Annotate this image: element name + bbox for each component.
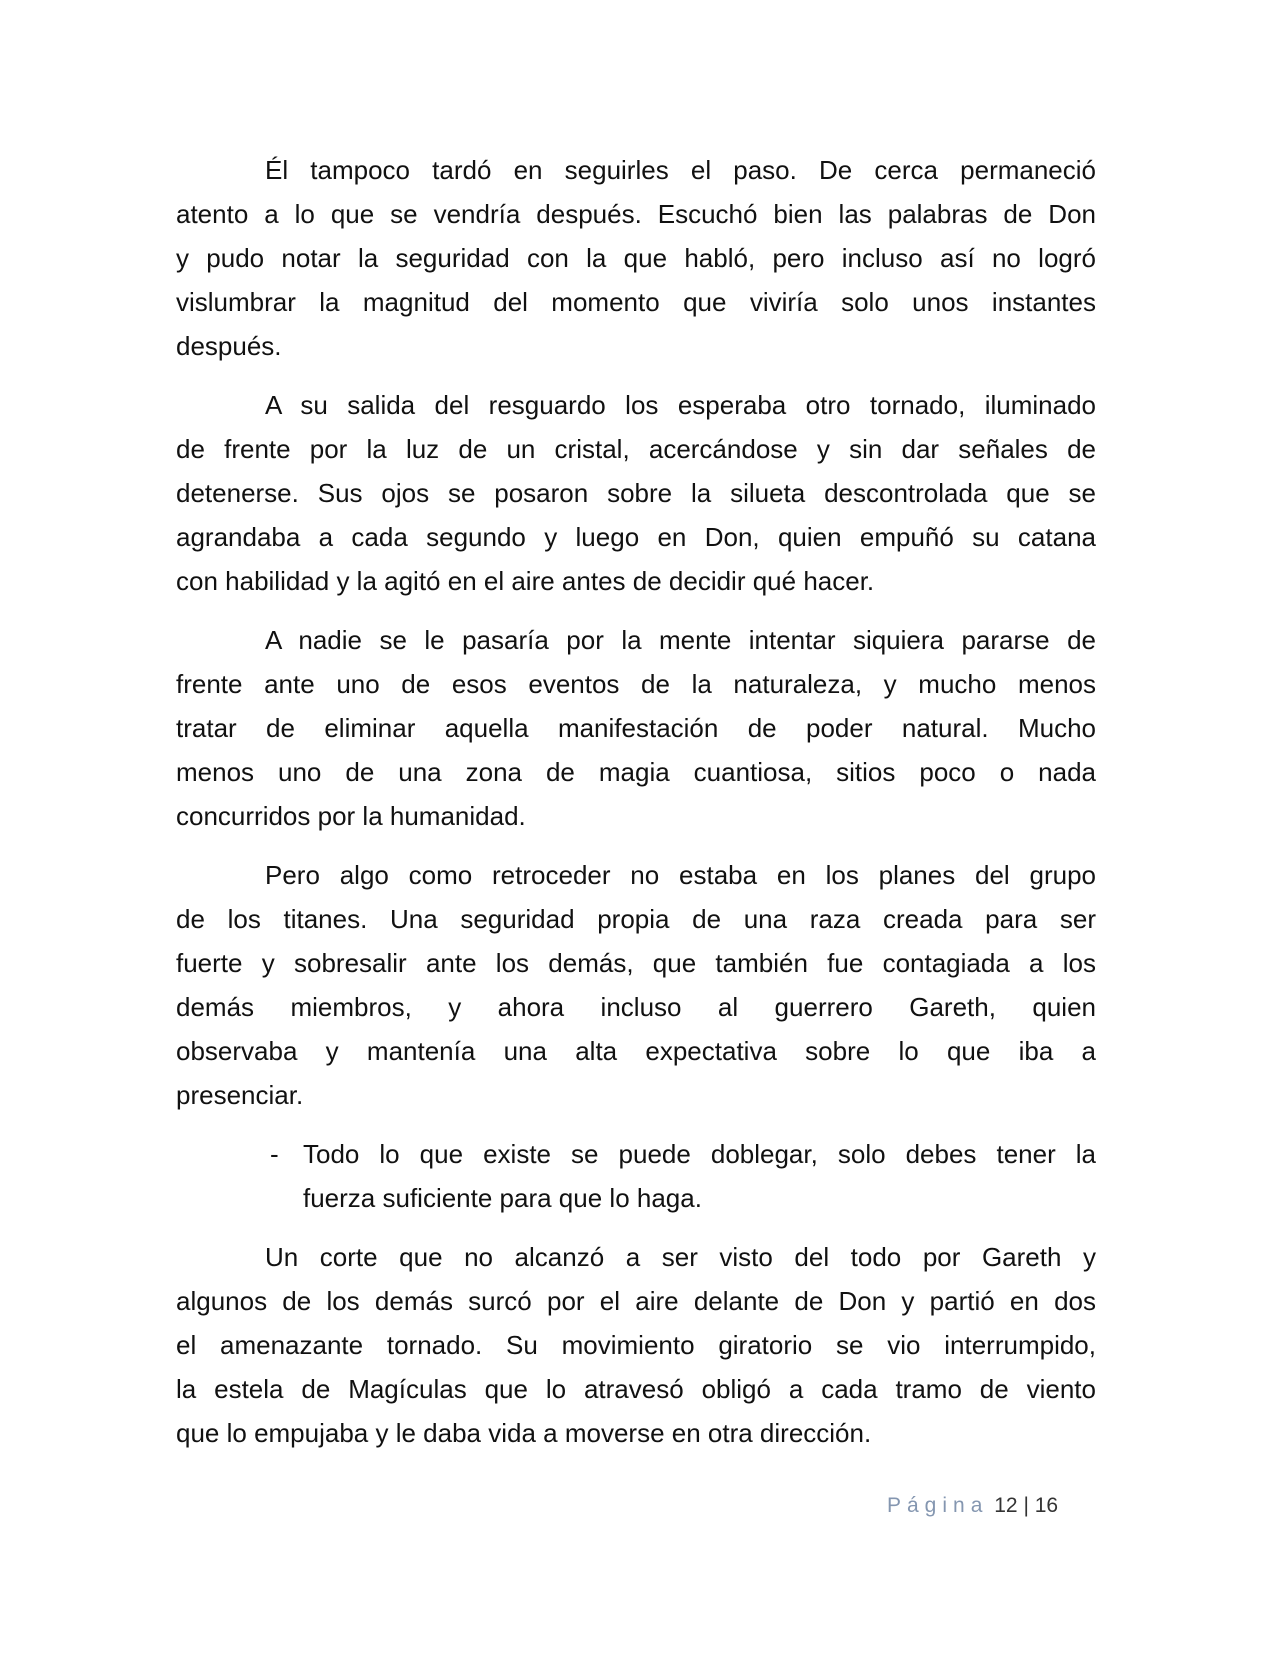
paragraph <box>176 148 1096 368</box>
text-line: tratar de eliminar aquella manifestación de poder natural. Mucho <box>176 713 1096 743</box>
paragraph <box>176 853 1096 1117</box>
page-label: Página <box>887 1494 989 1517</box>
page-separator: | <box>1023 1494 1029 1517</box>
text-line: concurridos por la humanidad. <box>176 801 526 831</box>
text-line: agrandaba a cada segundo y luego en Don, quien empuñó su catana <box>176 522 1096 552</box>
document-body <box>176 148 1096 1470</box>
text-line: Él tampoco tardó en seguirles el paso. De cerca permaneció <box>265 155 1096 185</box>
total-pages: 16 <box>1034 1494 1059 1517</box>
text-line: Un corte que no alcanzó a ser visto del todo por Gareth y <box>265 1242 1096 1272</box>
dialogue-text-line: Todo lo que existe se puede doblegar, solo debes tener la <box>303 1139 1096 1169</box>
dialogue-line <box>176 1132 1096 1220</box>
text-line: con habilidad y la agitó en el aire antes de decidir qué hacer. <box>176 566 875 596</box>
text-line: observaba y mantenía una alta expectativa sobre lo que iba a <box>176 1036 1096 1066</box>
paragraph <box>176 383 1096 603</box>
page-number: 12 <box>994 1494 1018 1517</box>
text-line: Pero algo como retroceder no estaba en los planes del grupo <box>265 860 1096 890</box>
page-footer <box>887 1494 1058 1518</box>
text-line: demás miembros, y ahora incluso al guerrero Gareth, quien <box>176 992 1096 1022</box>
dialogue-text-line: fuerza suficiente para que lo haga. <box>303 1183 702 1213</box>
text-line: de frente por la luz de un cristal, acercándose y sin dar señales de <box>176 434 1096 464</box>
text-line: A su salida del resguardo los esperaba otro tornado, iluminado <box>265 390 1096 420</box>
dialogue-dash: - <box>270 1139 279 1169</box>
text-line: presenciar. <box>176 1080 304 1110</box>
text-line: el amenazante tornado. Su movimiento giratorio se vio interrumpido, <box>176 1330 1096 1360</box>
text-line: algunos de los demás surcó por el aire delante de Don y partió en dos <box>176 1286 1096 1316</box>
text-line: después. <box>176 331 282 361</box>
text-line: detenerse. Sus ojos se posaron sobre la silueta descontrolada que se <box>176 478 1096 508</box>
text-line: que lo empujaba y le daba vida a moverse en otra dirección. <box>176 1418 872 1448</box>
text-line: fuerte y sobresalir ante los demás, que también fue contagiada a los <box>176 948 1096 978</box>
paragraph <box>176 618 1096 838</box>
text-line: atento a lo que se vendría después. Escuchó bien las palabras de Don <box>176 199 1096 229</box>
text-line: la estela de Magículas que lo atravesó obligó a cada tramo de viento <box>176 1374 1096 1404</box>
paragraph <box>176 1235 1096 1455</box>
text-line: vislumbrar la magnitud del momento que viviría solo unos instantes <box>176 287 1096 317</box>
text-line: de los titanes. Una seguridad propia de una raza creada para ser <box>176 904 1096 934</box>
text-line: A nadie se le pasaría por la mente intentar siquiera pararse de <box>265 625 1096 655</box>
text-line: menos uno de una zona de magia cuantiosa, sitios poco o nada <box>176 757 1096 787</box>
text-line: y pudo notar la seguridad con la que habló, pero incluso así no logró <box>176 243 1096 273</box>
text-line: frente ante uno de esos eventos de la naturaleza, y mucho menos <box>176 669 1096 699</box>
